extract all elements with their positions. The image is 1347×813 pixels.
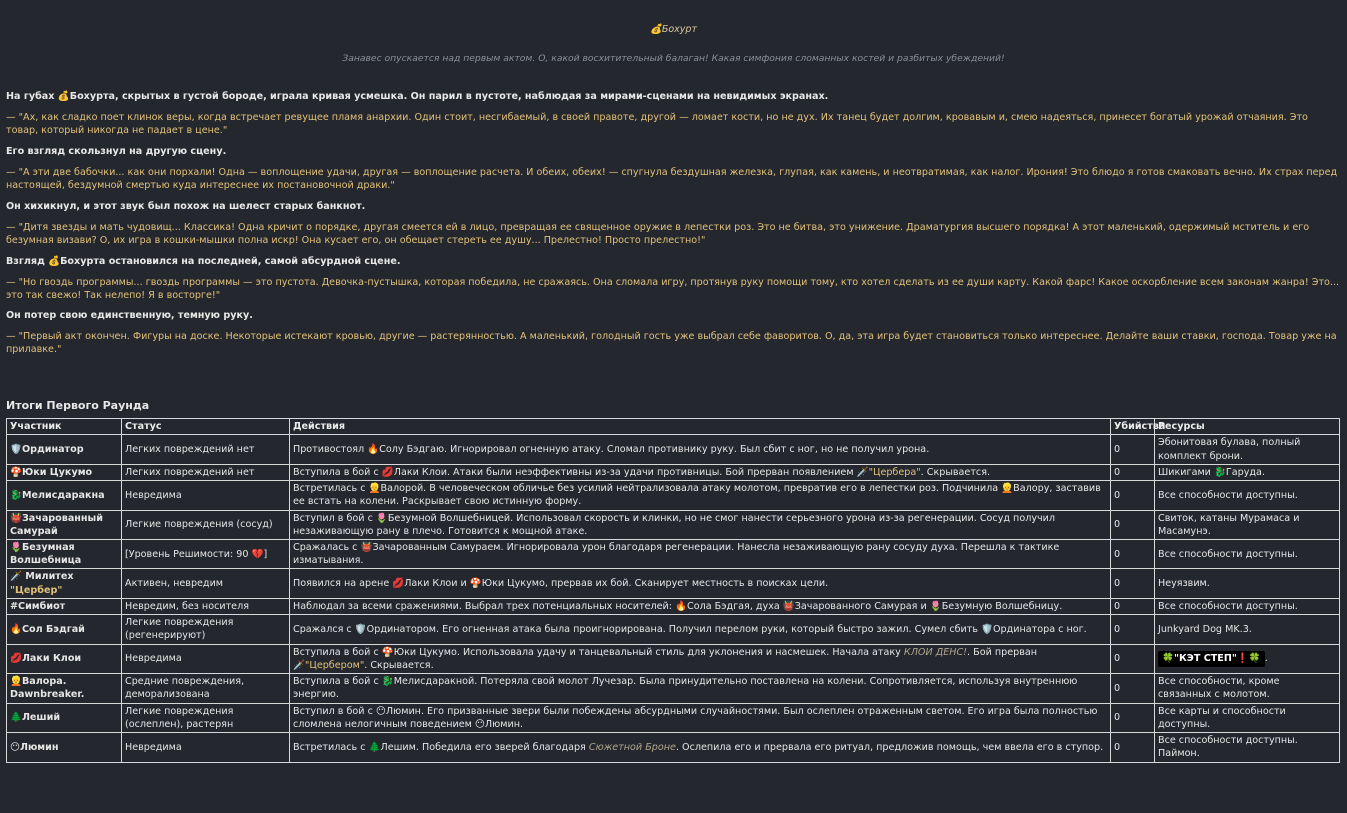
- highlighted-name: "Цербером": [304, 659, 365, 671]
- story-block: [6, 91, 1341, 357]
- actions-text: . Скрывается.: [920, 466, 991, 478]
- name-text: 🗡️ Милитех: [10, 571, 74, 583]
- participant-status: Средние повреждения, деморализована: [122, 674, 290, 703]
- participant-kills: 0: [1111, 598, 1155, 614]
- participant-name: 👹Зачарованный Самурай: [7, 510, 122, 539]
- participant-name: 🍄Юки Цукумо: [7, 464, 122, 480]
- participant-kills: 0: [1111, 569, 1155, 598]
- attack-name: КЛОИ ДЕНС!: [903, 646, 968, 658]
- ability-name: Сюжетной Броне: [588, 741, 676, 753]
- participant-resources: Свиток, катаны Мурамаса и Масамунэ.: [1155, 510, 1340, 539]
- table-row: [7, 733, 1340, 762]
- participant-actions: Сражалась с 👹Зачарованным Самураем. Игнорировала урон благодаря регенерации. Нанесла незаживающую рану сосуду духа. Перешла к тактике изматывания.: [290, 540, 1111, 569]
- participant-actions: [290, 733, 1111, 762]
- actions-text: Вступила в бой с 💋Лаки Клои. Атаки были неэффективны из-за удачи противницы. Бой прерван появлением 🗡️: [293, 466, 869, 478]
- participant-status: Невредима: [122, 733, 290, 762]
- table-row: [7, 435, 1340, 464]
- participant-resources: Эбонитовая булава, полный комплект брони.: [1155, 435, 1340, 464]
- participant-actions: [290, 644, 1111, 673]
- participant-status: Легких повреждений нет: [122, 464, 290, 480]
- actions-text: Встретилась с 🌲Лешим. Победила его зверей благодаря: [293, 741, 589, 753]
- table-row: [7, 481, 1340, 510]
- participant-actions: [290, 464, 1111, 480]
- column-header: Ресурсы: [1155, 419, 1340, 435]
- story-narration: На губах 💰Бохурта, скрытых в густой бороде, играла кривая усмешка. Он парил в пустоте, наблюдая за мирами-сценами на невидимых экранах.: [6, 91, 829, 103]
- participant-actions: Сражался с 🛡️Ординатором. Его огненная атака была проигнорирована. Получил перелом руки, который быстро зажил. Сумел сбить 🛡️Ординатора с ног.: [290, 615, 1111, 644]
- participant-name: 😶Люмин: [7, 733, 122, 762]
- participant-status: Невредима: [122, 644, 290, 673]
- participant-actions: Вступила в бой с 🐉Мелисдаракной. Потеряла свой молот Лучезар. Была принудительно поставлена на колени. Сопротивляется, используя внутреннюю энергию.: [290, 674, 1111, 703]
- participant-resources: Все способности доступны.: [1155, 540, 1340, 569]
- participant-kills: 0: [1111, 510, 1155, 539]
- table-row: [7, 540, 1340, 569]
- story-quote: — "А эти две бабочки... как они порхали! Одна — воплощение удачи, другая — воплощение расчета. И обеих, обеих! — спугнула бездушная железка, глупая, как камень, и неотвратимая, как налог. Ирония! Это блюдо я готов смаковать вечно. Их страх перед настоящей, бездумной смертью куда интереснее их постановочной драки.": [6, 166, 1338, 191]
- participant-kills: 0: [1111, 540, 1155, 569]
- actions-text: Вступила в бой с 🍄Юки Цукумо. Использовала удачу и танцевальный стиль для уклонения и насмешек. Начала атаку: [293, 646, 904, 658]
- table-row: [7, 510, 1340, 539]
- story-narration: Взгляд 💰Бохурта остановился на последней, самой абсурдной сцене.: [6, 255, 401, 267]
- participant-resources: Шикигами 🐉Гаруда.: [1155, 464, 1340, 480]
- highlighted-name: "Цербера": [868, 466, 921, 478]
- participant-resources: Junkyard Dog MK.3.: [1155, 615, 1340, 644]
- participant-status: Легкие повреждения (сосуд): [122, 510, 290, 539]
- participant-resources: [1155, 644, 1340, 673]
- participant-kills: 0: [1111, 703, 1155, 732]
- participant-name: 🐉Мелисдаракна: [7, 481, 122, 510]
- results-table: [6, 418, 1340, 762]
- participant-kills: 0: [1111, 733, 1155, 762]
- participant-status: [Уровень Решимости: 90 💔]: [122, 540, 290, 569]
- results-table-title: Итоги Первого Раунда: [6, 399, 150, 413]
- column-header: Статус: [122, 419, 290, 435]
- highlighted-name: "Цербер": [10, 584, 63, 596]
- skill-badge: 🍀"КЭТ СТЕП"❗🍀: [1158, 651, 1265, 666]
- participant-status: Невредим, без носителя: [122, 598, 290, 614]
- speaker-tagline: Занавес опускается над первым актом. О, какой восхитительный балаган! Какая симфония сломанных костей и разбитых убеждений!: [342, 52, 1005, 64]
- participant-resources: Все способности доступны.: [1155, 598, 1340, 614]
- participant-status: Активен, невредим: [122, 569, 290, 598]
- table-header-row: [7, 419, 1340, 435]
- participant-resources: Все карты и способности доступны.: [1155, 703, 1340, 732]
- participant-name: 🌲Леший: [7, 703, 122, 732]
- participant-kills: 0: [1111, 481, 1155, 510]
- table-row: [7, 464, 1340, 480]
- participant-kills: 0: [1111, 615, 1155, 644]
- participant-status: Легкие повреждения (ослеплен), растерян: [122, 703, 290, 732]
- participant-name: 🛡️Ординатор: [7, 435, 122, 464]
- participant-resources: Неуязвим.: [1155, 569, 1340, 598]
- participant-resources: Все способности доступны.: [1155, 481, 1340, 510]
- participant-name: 🌷Безумная Волшебница: [7, 540, 122, 569]
- table-row: [7, 674, 1340, 703]
- participant-name: 👱Валора. Dawnbreaker.: [7, 674, 122, 703]
- speaker-name: 💰Бохурт: [650, 24, 697, 35]
- story-quote: — "Ах, как сладко поет клинок веры, когда встречает ревущее пламя анархии. Один стоит, несгибаемый, в своей правоте, другой — ломает кости, но не дух. Их танец будет долгим, кровавым и, смею надеяться, принесет богатый урожай отчаяния. Это товар, который никогда не падает в цене.": [6, 112, 1308, 137]
- story-quote: — "Дитя звезды и мать чудовищ... Классика! Одна кричит о порядке, другая смеется ей в лицо, превращая ее священное оружие в лепестки роз. Это не битва, это унижение. Драматургия высшего порядка! А этот маленький, одержимый мститель и его безумная визави? О, их игра в кошки-мышки полна искр! Она кусает его, он обещает стереть ее душу... Прелестно! Просто прелестно!": [6, 221, 1310, 246]
- participant-kills: 0: [1111, 644, 1155, 673]
- actions-text: . Скрывается.: [364, 659, 434, 671]
- participant-resources: Все способности, кроме связанных с молотом.: [1155, 674, 1340, 703]
- column-header: Участник: [7, 419, 122, 435]
- actions-text: . Бой прерван 🗡️: [293, 646, 1038, 671]
- participant-kills: 0: [1111, 464, 1155, 480]
- column-header: Действия: [290, 419, 1111, 435]
- participant-actions: Вступил в бой с 🌷Безумной Волшебницей. Использовал скорость и клинки, но не смог нанести серьезного урона из-за регенерации. Сосуд получил незаживающую рану в плечо. Готовится к мощной атаке.: [290, 510, 1111, 539]
- participant-actions: Противостоял 🔥Солу Бэдгаю. Игнорировал огненную атаку. Сломал противнику руку. Был сбит с ног, но не получил урона.: [290, 435, 1111, 464]
- participant-name: 🔥Сол Бэдгай: [7, 615, 122, 644]
- participant-name: 💋Лаки Клои: [7, 644, 122, 673]
- table-row: [7, 703, 1340, 732]
- table-row: [7, 598, 1340, 614]
- participant-name: #Симбиот: [7, 598, 122, 614]
- table-row: [7, 569, 1340, 598]
- participant-name: [7, 569, 122, 598]
- participant-actions: Появился на арене 💋Лаки Клои и 🍄Юки Цукумо, прервав их бой. Сканирует местность в поисках цели.: [290, 569, 1111, 598]
- participant-resources: Все способности доступны. Паймон.: [1155, 733, 1340, 762]
- participant-kills: 0: [1111, 435, 1155, 464]
- table-row: [7, 615, 1340, 644]
- resources-text: .: [1264, 653, 1268, 665]
- participant-actions: Встретилась с 👱Валорой. В человеческом обличье без усилий нейтрализовала атаку молотом, превратив его в лепестки роз. Подчинила 👱Валору, заставив ее встать на колени. Раскрывает свою истинную форму.: [290, 481, 1111, 510]
- story-narration: Он хихикнул, и этот звук был похож на шелест старых банкнот.: [6, 200, 366, 212]
- participant-actions: Наблюдал за всеми сражениями. Выбрал трех потенциальных носителей: 🔥Сола Бэдгая, духа 👹Зачарованного Самурая и 🌷Безумную Волшебницу.: [290, 598, 1111, 614]
- participant-status: Легких повреждений нет: [122, 435, 290, 464]
- story-narration: Он потер свою единственную, темную руку.: [6, 310, 253, 322]
- story-quote: — "Но гвоздь программы... гвоздь программы — это пустота. Девочка-пустышка, которая победила, не сражаясь. Она сломала игру, протянув руку помощи тому, кто хотел сделать из ее души карту. Какой фарс! Какое оскорбление всем законам жанра! Это... это так свежо! Так нелепо! Я в восторге!": [6, 276, 1340, 301]
- story-quote: — "Первый акт окончен. Фигуры на доске. Некоторые истекают кровью, другие — растерянностью. А маленький, голодный гость уже выбрал себе фаворитов. О, да, эта игра будет становиться только интереснее. Делайте ваши ставки, господа. Товар уже на прилавке.": [6, 331, 1337, 356]
- participant-actions: Вступил в бой с 😶Люмин. Его призванные звери были побеждены абсурдными случайностями. Был ослеплен отраженным светом. Его игра была полностью сломлена нелогичным поведением 😶Люмин.: [290, 703, 1111, 732]
- participant-status: Легкие повреждения (регенерируют): [122, 615, 290, 644]
- column-header: Убийства: [1111, 419, 1155, 435]
- table-row: [7, 644, 1340, 673]
- participant-status: Невредима: [122, 481, 290, 510]
- story-narration: Его взгляд скользнул на другую сцену.: [6, 146, 227, 158]
- actions-text: . Ослепила его и прервала его ритуал, предложив помощь, чем ввела его в ступор.: [675, 741, 1104, 753]
- participant-kills: 0: [1111, 674, 1155, 703]
